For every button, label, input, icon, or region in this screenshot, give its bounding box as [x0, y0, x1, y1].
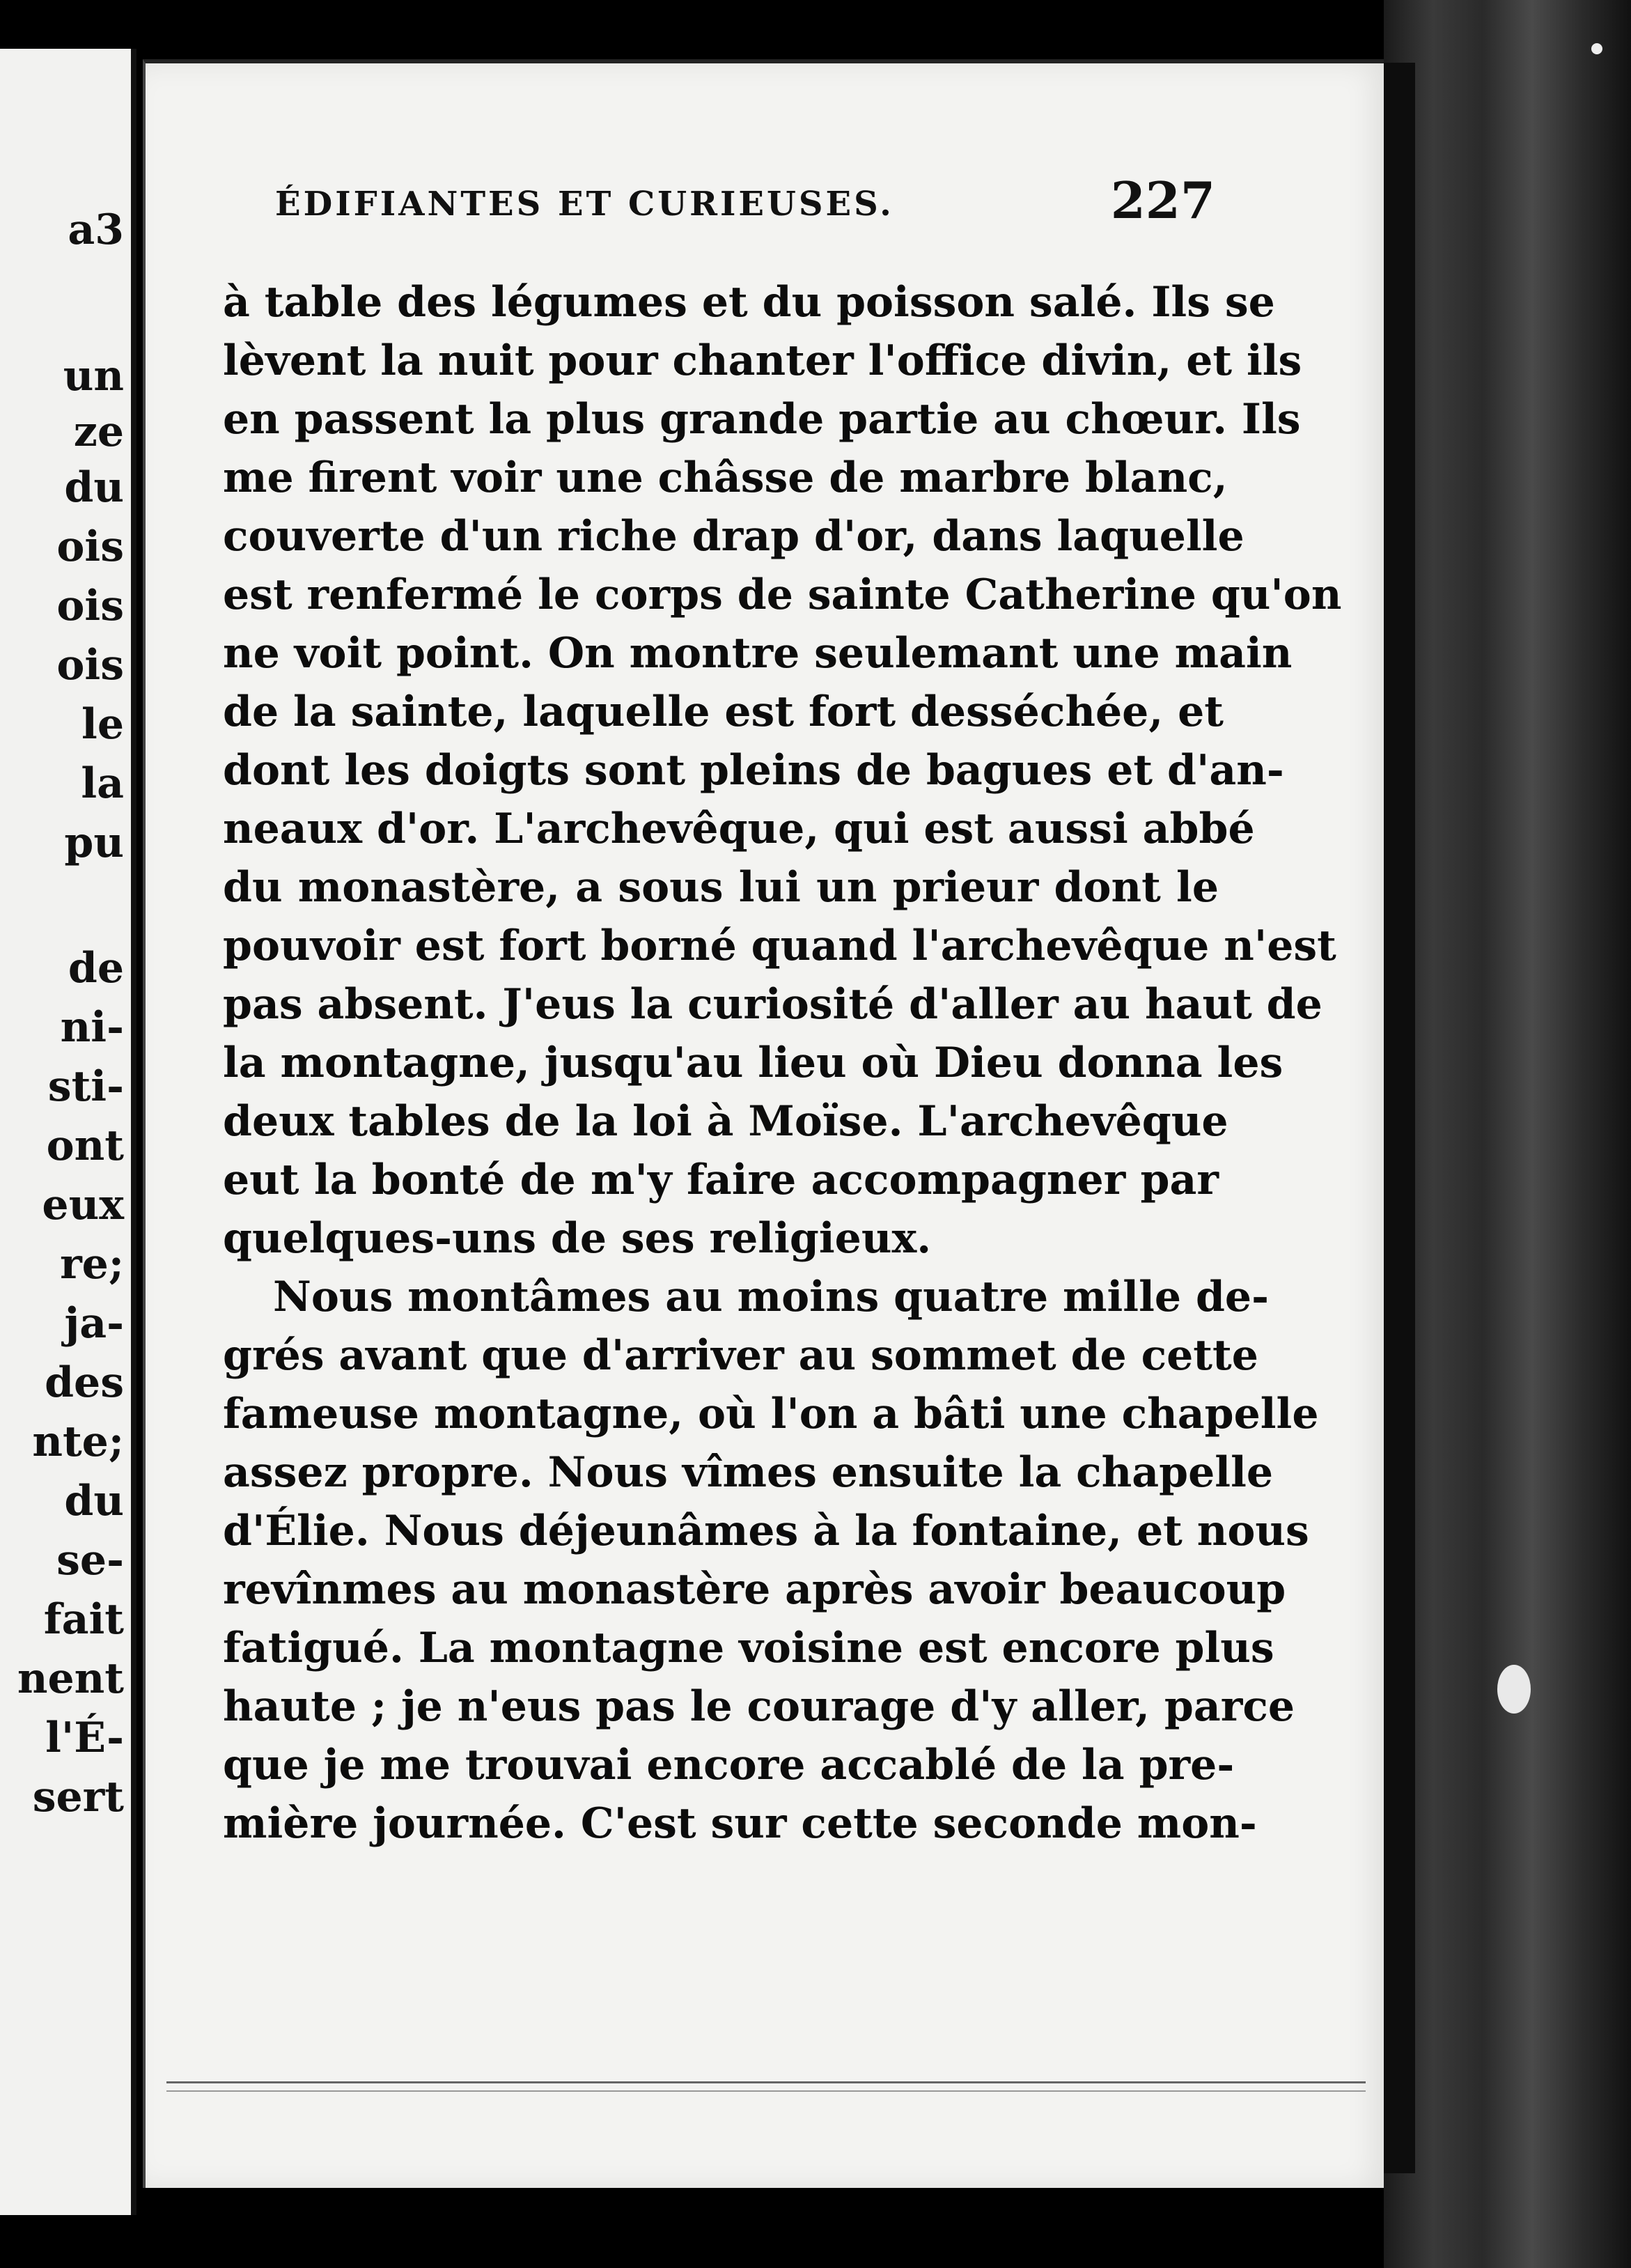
text-line: que je me trouvai encore accablé de la pre-	[223, 1741, 1235, 1789]
facing-page-edge	[0, 49, 136, 2215]
page-edge-shadow	[1384, 63, 1415, 2173]
bottom-rule-inner	[166, 2090, 1366, 2092]
margin-fragment: nent	[17, 1654, 124, 1703]
text-line: haute ; je n'eus pas le courage d'y aller, parce	[223, 1682, 1295, 1731]
text-line: neaux d'or. L'archevêque, qui est aussi abbé	[223, 805, 1255, 853]
margin-fragment: sti-	[47, 1062, 124, 1111]
text-line: revînmes au monastère après avoir beaucoup	[223, 1565, 1286, 1614]
text-line: grés avant que d'arriver au sommet de cette	[223, 1331, 1258, 1380]
margin-fragment: ont	[46, 1121, 124, 1170]
corner-dot	[1591, 43, 1602, 54]
margin-fragment: le	[81, 700, 124, 749]
text-line: pas absent. J'eus la curiosité d'aller au haut de	[223, 980, 1322, 1029]
margin-fragment: eux	[42, 1181, 124, 1229]
text-line: de la sainte, laquelle est fort desséchée, et	[223, 688, 1224, 736]
margin-fragment: un	[63, 352, 124, 401]
paper-spot	[1497, 1665, 1531, 1714]
text-line: Nous montâmes au moins quatre mille de-	[273, 1273, 1269, 1321]
text-line: quelques-uns de ses religieux.	[223, 1214, 932, 1263]
margin-fragment: l'É-	[45, 1714, 124, 1762]
margin-fragment: se-	[56, 1536, 124, 1585]
margin-fragment: la	[81, 759, 124, 808]
text-line: est renfermé le corps de sainte Catherine qu'on	[223, 570, 1342, 619]
text-line: dont les doigts sont pleins de bagues et d'an-	[223, 746, 1284, 795]
text-line: du monastère, a sous lui un prieur dont le	[223, 863, 1219, 912]
text-line: assez propre. Nous vîmes ensuite la chapelle	[223, 1448, 1274, 1497]
text-line: à table des légumes et du poisson salé. Ils se	[223, 278, 1275, 327]
text-line: ne voit point. On montre seulemant une main	[223, 629, 1293, 678]
text-line: pouvoir est fort borné quand l'archevêque n'est	[223, 922, 1336, 970]
margin-fragment: ois	[56, 641, 124, 690]
text-line: d'Élie. Nous déjeunâmes à la fontaine, et nous	[223, 1507, 1309, 1555]
margin-fragment: du	[64, 463, 124, 512]
text-line: me firent voir une châsse de marbre blanc,	[223, 453, 1228, 502]
text-line: eut la bonté de m'y faire accompagner par	[223, 1156, 1219, 1204]
margin-fragment: nte;	[32, 1418, 124, 1466]
margin-fragment: ois	[56, 582, 124, 630]
margin-fragment: re;	[60, 1240, 124, 1289]
text-line: en passent la plus grande partie au chœur. Ils	[223, 395, 1301, 444]
text-line: couverte d'un riche drap d'or, dans laquelle	[223, 512, 1244, 561]
text-line: la montagne, jusqu'au lieu où Dieu donna les	[223, 1039, 1283, 1087]
book-binding	[1384, 0, 1631, 2268]
margin-fragment: ja-	[64, 1299, 124, 1348]
bottom-rule	[166, 2081, 1366, 2083]
margin-fragment: ze	[73, 407, 124, 456]
margin-fragment: ois	[56, 522, 124, 571]
text-line: mière journée. C'est sur cette seconde mon-	[223, 1799, 1257, 1848]
body-text	[223, 273, 1342, 1853]
margin-fragment: sert	[32, 1773, 124, 1822]
text-line: lèvent la nuit pour chanter l'office divin, et ils	[223, 336, 1302, 385]
margin-fragment: fait	[43, 1595, 124, 1644]
margin-fragment: de	[68, 944, 124, 993]
margin-fragment: du	[64, 1477, 124, 1525]
text-line: fatigué. La montagne voisine est encore plus	[223, 1624, 1274, 1672]
margin-fragment: a3	[68, 205, 124, 254]
page-number: 227	[1110, 171, 1215, 230]
margin-fragment: pu	[64, 818, 124, 867]
running-head: ÉDIFIANTES ET CURIEUSES.	[275, 185, 894, 224]
text-line: fameuse montagne, où l'on a bâti une chapelle	[223, 1390, 1319, 1438]
text-line: deux tables de la loi à Moïse. L'archevêque	[223, 1097, 1228, 1146]
margin-fragment: des	[45, 1358, 124, 1407]
page-header	[275, 157, 1215, 233]
margin-fragment: ni-	[60, 1003, 124, 1052]
